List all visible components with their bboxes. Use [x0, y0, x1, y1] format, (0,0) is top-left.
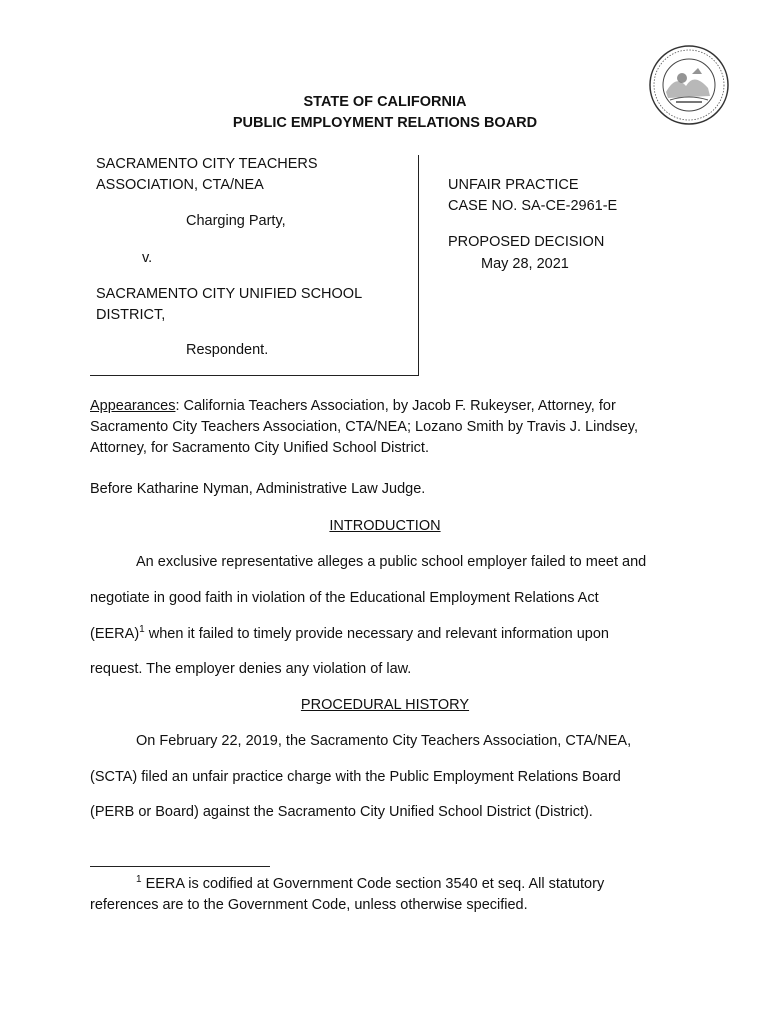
charging-party-name-line2: ASSOCIATION, CTA/NEA	[96, 177, 264, 193]
footnote-line2: references are to the Government Code, unless otherwise specified.	[90, 897, 528, 913]
before-judge-line: Before Katharine Nyman, Administrative Law Judge.	[90, 481, 426, 497]
header-title-line2: PUBLIC EMPLOYMENT RELATIONS BOARD	[232, 115, 538, 131]
intro-line3-a: (EERA)	[90, 626, 140, 642]
procedural-line2: (SCTA) filed an unfair practice charge with the Public Employment Relations Board	[90, 769, 621, 785]
intro-line2: negotiate in good faith in violation of the Educational Employment Relations Act	[90, 590, 599, 606]
decision-date: May 28, 2021	[481, 256, 569, 272]
appearances-label: Appearances	[90, 398, 176, 414]
procedural-line1: On February 22, 2019, the Sacramento City Teachers Association, CTA/NEA,	[136, 733, 632, 749]
header-title-line1: STATE OF CALIFORNIA	[303, 94, 467, 110]
charging-party-name-line1: SACRAMENTO CITY TEACHERS	[96, 156, 318, 172]
caption-horizontal-rule	[90, 375, 419, 376]
case-number: CASE NO. SA-CE-2961-E	[448, 198, 618, 214]
intro-line4: request. The employer denies any violation of law.	[90, 661, 412, 677]
procedural-history-heading: PROCEDURAL HISTORY	[300, 697, 470, 713]
intro-line1: An exclusive representative alleges a public school employer failed to meet and	[136, 554, 647, 570]
charging-party-role: Charging Party,	[186, 213, 286, 229]
appearances-line3: Attorney, for Sacramento City Unified School District.	[90, 440, 429, 456]
footnote-ref-1[interactable]: 1	[139, 624, 145, 636]
appearances-text-1: : California Teachers Association, by Jacob F. Rukeyser, Attorney, for	[175, 398, 616, 414]
footnote-number: 1	[136, 874, 142, 886]
respondent-role: Respondent.	[186, 342, 269, 358]
introduction-heading: INTRODUCTION	[329, 518, 441, 534]
caption-vertical-rule	[418, 155, 419, 375]
case-type: UNFAIR PRACTICE	[448, 177, 579, 193]
footnote-separator	[90, 866, 270, 867]
versus-label: v.	[142, 250, 153, 266]
respondent-name-line2: DISTRICT,	[96, 307, 166, 323]
footnote-line1	[136, 876, 604, 892]
intro-line3-b: when it failed to timely provide necessary and relevant information upon	[144, 626, 609, 642]
respondent-name-line1: SACRAMENTO CITY UNIFIED SCHOOL	[96, 286, 363, 302]
state-seal-icon	[648, 44, 730, 126]
intro-line3	[90, 626, 609, 642]
decision-type: PROPOSED DECISION	[448, 234, 605, 250]
footnote-text-1: EERA is codified at Government Code section 3540 et seq. All statutory	[141, 876, 605, 892]
appearances-line1	[90, 398, 616, 414]
procedural-line3: (PERB or Board) against the Sacramento City Unified School District (District).	[90, 804, 593, 820]
appearances-line2: Sacramento City Teachers Association, CTA/NEA; Lozano Smith by Travis J. Lindsey,	[90, 419, 639, 435]
